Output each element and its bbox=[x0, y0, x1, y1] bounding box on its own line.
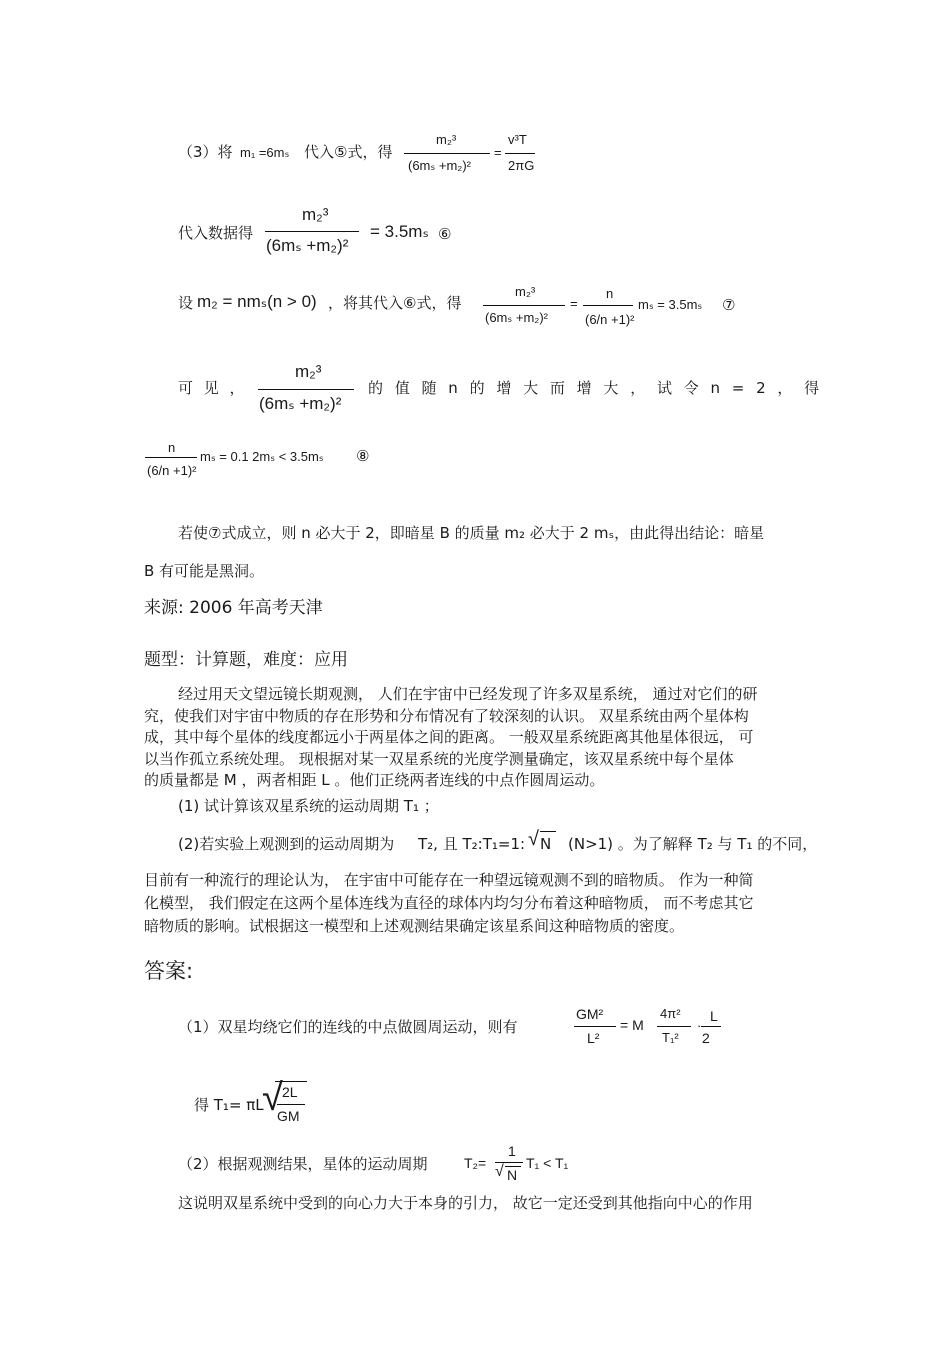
step3-rhs-num: v³T bbox=[508, 132, 527, 147]
answer1b-bar bbox=[277, 1104, 305, 1105]
answer1b-num: 2L bbox=[282, 1084, 298, 1100]
set-frac-num: m₂³ bbox=[515, 284, 536, 299]
problem-line-4: 以当作孤立系统处理。 现根据对某一双星系统的光度学测量确定，该双星系统中每个星体 bbox=[144, 750, 734, 768]
set-frac2-num: n bbox=[606, 286, 614, 301]
answer1-f3-num: L bbox=[710, 1008, 718, 1024]
answer1-text: （1）双星均绕它们的连线的中点做圆周运动，则有 bbox=[178, 1018, 518, 1036]
step3-rhs-den: 2πG bbox=[508, 158, 535, 173]
answer1-f2-num: 4π² bbox=[660, 1006, 681, 1021]
answer1-f2-den: T₁² bbox=[662, 1030, 679, 1045]
set-tail: mₛ = 3.5mₛ bbox=[638, 297, 703, 312]
step3-rest: 代入⑤式，得 bbox=[304, 143, 393, 161]
question-2-a: (2)若实验上观测到的运动周期为 bbox=[178, 835, 395, 853]
data-rhs: = 3.5mₛ bbox=[370, 222, 429, 241]
problem-line-3: 成，其中每个星体的线度都远小于两星体之间的距离。 一般双星系统距离其他星体很远， 可 bbox=[144, 728, 754, 746]
step3-frac-bar bbox=[404, 153, 490, 154]
line8-tail: mₛ = 0.1 2mₛ < 3.5mₛ bbox=[200, 449, 324, 464]
line8-frac-num: n bbox=[168, 440, 176, 455]
visible-p1: 可 见 ， bbox=[178, 379, 248, 397]
data-circ: ⑥ bbox=[438, 225, 452, 243]
set-mid: ，将其代入⑥式，得 bbox=[328, 294, 462, 312]
answer2-line: 这说明双星系统中受到的向心力大于本身的引力， 故它一定还受到其他指向中心的作用 bbox=[178, 1194, 753, 1212]
question-2-line-3: 化模型， 我们假定在这两个星体连线为直径的球体内均匀分布着这种暗物质， 而不考虑其它 bbox=[144, 894, 754, 912]
sqrt-bar bbox=[540, 831, 556, 832]
answer2-den: N bbox=[507, 1167, 518, 1183]
answer1-eq: = M bbox=[620, 1017, 644, 1033]
sqrt-sign: √ bbox=[528, 828, 539, 850]
problem-line-1: 经过用天文望远镜长期观测， 人们在宇宙中已经发现了许多双星系统， 通过对它们的研 bbox=[178, 685, 758, 703]
set-frac2-bar bbox=[583, 305, 633, 306]
answer1-f3-den: 2 bbox=[702, 1030, 710, 1046]
line8-circ: ⑧ bbox=[356, 447, 370, 465]
answer1-f2-bar bbox=[657, 1026, 691, 1027]
visible-p2: 的 值 随 n 的 增 大 而 增 大 ， 试 令 n = 2 ， 得 bbox=[368, 379, 822, 397]
question-2-c: N bbox=[540, 835, 552, 853]
question-2-d: (N>1) 。为了解释 T₂ 与 T₁ 的不同， bbox=[568, 835, 818, 853]
answer-title: 答案: bbox=[144, 959, 194, 983]
visible-frac-num: m₂³ bbox=[295, 362, 322, 381]
data-frac-num: m₂³ bbox=[302, 205, 329, 224]
answer2-text: （2）根据观测结果，星体的运动周期 bbox=[178, 1155, 428, 1173]
set-label: 设 bbox=[178, 294, 194, 312]
step3-frac-num: m₂³ bbox=[436, 132, 457, 147]
step3-condition: m₁ =6mₛ bbox=[240, 145, 290, 160]
step3-frac-den: (6mₛ +m₂)² bbox=[408, 158, 471, 173]
set-frac2-den: (6/n +1)² bbox=[585, 312, 635, 327]
line8-frac-den: (6/n +1)² bbox=[147, 463, 197, 478]
answer1-lhs-bar bbox=[574, 1026, 616, 1027]
data-label: 代入数据得 bbox=[178, 224, 254, 242]
question-2-b: T₂, 且 T₂:T₁=1: bbox=[418, 835, 526, 853]
question-2-line-2: 目前有一种流行的理论认为， 在宇宙中可能存在一种望远镜观测不到的暗物质。 作为一种简 bbox=[144, 871, 754, 889]
answer1-lhs-den: L² bbox=[587, 1030, 600, 1046]
answer2-tail: T₁ < T₁ bbox=[526, 1155, 569, 1171]
answer1-lhs-num: GM² bbox=[576, 1006, 604, 1022]
set-circ: ⑦ bbox=[722, 296, 736, 314]
question-2-line-4: 暗物质的影响。试根据这一模型和上述观测结果确定该星系间这种暗物质的密度。 bbox=[144, 917, 685, 935]
answer2-num: 1 bbox=[508, 1143, 516, 1159]
visible-frac-den: (6mₛ +m₂)² bbox=[259, 394, 342, 413]
step3-rhs-bar bbox=[505, 153, 535, 154]
conclusion-line2: B 有可能是黑洞。 bbox=[144, 562, 265, 580]
line8-frac-bar bbox=[145, 457, 197, 458]
visible-frac-bar bbox=[258, 389, 354, 390]
problem-line-2: 究，使我们对宇宙中物质的存在形势和分布情况有了较深刻的认识。 双星系统由两个星体构 bbox=[144, 707, 749, 725]
answer1b-sqrt-sign: √ bbox=[262, 1077, 283, 1119]
set-expr: m₂ = nmₛ(n > 0) bbox=[197, 292, 317, 311]
question-type: 题型：计算题，难度：应用 bbox=[144, 650, 348, 670]
set-frac-bar bbox=[483, 305, 565, 306]
answer2-sqrt-sign: √ bbox=[495, 1163, 504, 1180]
source-label: 来源: 2006 年高考天津 bbox=[144, 598, 323, 618]
answer1b-label: 得 T₁= πL bbox=[194, 1096, 264, 1114]
conclusion-line1: 若使⑦式成立，则 n 必大于 2，即暗星 B 的质量 m₂ 必大于 2 mₛ，由此得出结论：暗星 bbox=[178, 524, 765, 542]
answer1-dot: · bbox=[697, 1018, 702, 1033]
set-frac-den: (6mₛ +m₂)² bbox=[485, 310, 548, 325]
answer2-lhs: T₂= bbox=[464, 1155, 487, 1171]
data-frac-bar bbox=[265, 231, 359, 232]
data-frac-den: (6mₛ +m₂)² bbox=[266, 236, 349, 255]
answer1-f3-bar bbox=[701, 1026, 721, 1027]
step3-eq: = bbox=[494, 145, 502, 160]
question-1: (1) 试计算该双星系统的运动周期 T₁ ； bbox=[178, 797, 439, 815]
answer1b-den: GM bbox=[277, 1108, 300, 1124]
set-eq: = bbox=[570, 296, 578, 311]
problem-line-5: 的质量都是 M ，两者相距 L 。他们正绕两者连线的中点作圆周运动。 bbox=[144, 771, 605, 789]
answer1b-sqrt-bar bbox=[275, 1081, 307, 1082]
step3-label: （3）将 bbox=[178, 143, 233, 161]
